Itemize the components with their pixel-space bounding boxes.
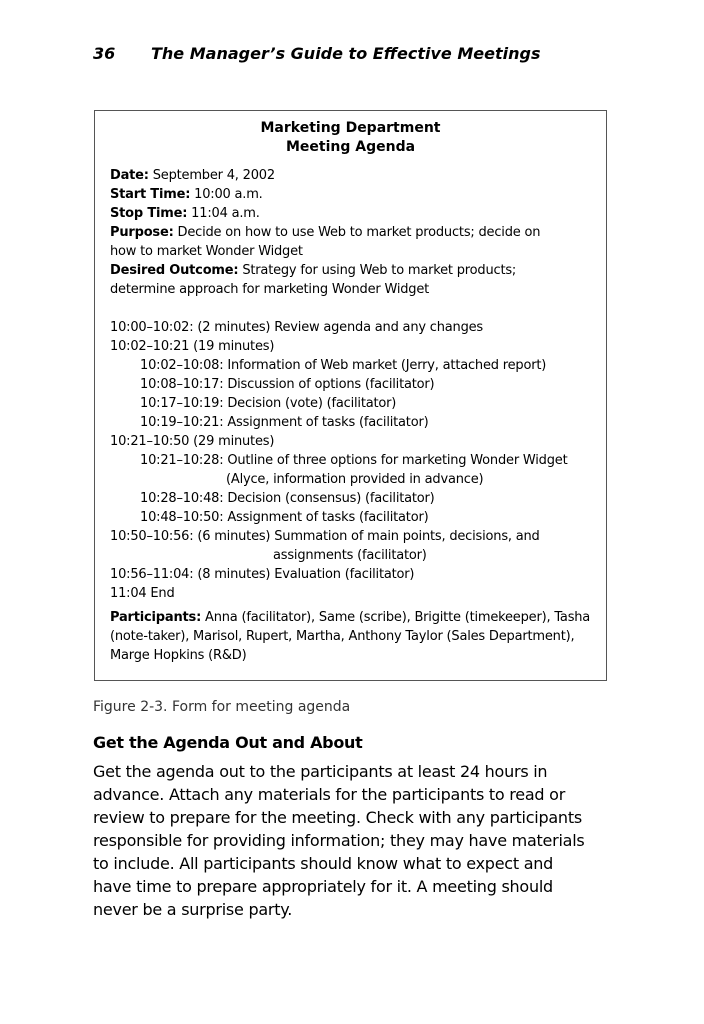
- book-title: The Manager’s Guide to Effective Meetings: [151, 44, 541, 63]
- section-heading: Get the Agenda Out and About: [93, 733, 363, 752]
- paragraph-line: Get the agenda out to the participants at least 24 hours in: [93, 762, 548, 781]
- agenda-subitem: 10:48–10:50: Assignment of tasks (facilitator): [140, 510, 429, 525]
- figure-caption: Figure 2-3. Form for meeting agenda: [93, 699, 351, 715]
- running-header: [93, 44, 540, 63]
- agenda-item: 10:02–10:21 (19 minutes): [110, 339, 275, 354]
- participants-line: [110, 608, 590, 627]
- date-label: Date:: [110, 168, 149, 183]
- participants-label: Participants:: [110, 610, 202, 625]
- agenda-subitem: 10:21–10:28: Outline of three options for marketing Wonder Widget: [140, 453, 568, 468]
- participants-value: Anna (facilitator), Same (scribe), Brigitte (timekeeper), Tasha: [205, 610, 591, 625]
- agenda-title-department: Marketing Department: [260, 120, 441, 136]
- paragraph-line: to include. All participants should know what to expect and: [93, 854, 554, 873]
- start-time-value: 10:00 a.m.: [194, 187, 263, 202]
- agenda-item-continued: assignments (facilitator): [273, 548, 427, 563]
- paragraph-line: never be a surprise party.: [93, 900, 293, 919]
- purpose-label: Purpose:: [110, 225, 174, 240]
- paragraph-line: advance. Attach any materials for the participants to read or: [93, 785, 566, 804]
- outcome-line: [110, 261, 516, 280]
- stop-time-label: Stop Time:: [110, 206, 188, 221]
- outcome-value: Strategy for using Web to market products;: [242, 263, 517, 278]
- agenda-subitem: 10:02–10:08: Information of Web market (Jerry, attached report): [140, 358, 547, 373]
- agenda-subitem: 10:08–10:17: Discussion of options (facilitator): [140, 377, 435, 392]
- participants-line-3: Marge Hopkins (R&D): [110, 648, 247, 663]
- purpose-line: [110, 223, 540, 242]
- agenda-item: 10:56–11:04: (8 minutes) Evaluation (facilitator): [110, 567, 415, 582]
- purpose-line-2: how to market Wonder Widget: [110, 244, 303, 259]
- body-paragraph: [93, 760, 613, 921]
- outcome-label: Desired Outcome:: [110, 263, 239, 278]
- agenda-subitem: 10:17–10:19: Decision (vote) (facilitator): [140, 396, 397, 411]
- date-line: [110, 166, 275, 185]
- stop-time-value: 11:04 a.m.: [191, 206, 260, 221]
- agenda-item: 10:21–10:50 (29 minutes): [110, 434, 275, 449]
- agenda-subitem: 10:28–10:48: Decision (consensus) (facilitator): [140, 491, 435, 506]
- agenda-form: [94, 110, 607, 681]
- paragraph-line: have time to prepare appropriately for it. A meeting should: [93, 877, 553, 896]
- page-number: 36: [93, 44, 116, 63]
- stop-time-line: [110, 204, 260, 223]
- paragraph-line: responsible for providing information; they may have materials: [93, 831, 585, 850]
- agenda-item: 10:50–10:56: (6 minutes) Summation of main points, decisions, and: [110, 529, 540, 544]
- agenda-title: Meeting Agenda: [285, 139, 416, 155]
- purpose-value: Decide on how to use Web to market products; decide on: [177, 225, 541, 240]
- paragraph-line: review to prepare for the meeting. Check with any participants: [93, 808, 582, 827]
- agenda-subitem: 10:19–10:21: Assignment of tasks (facilitator): [140, 415, 429, 430]
- agenda-item: 10:00–10:02: (2 minutes) Review agenda and any changes: [110, 320, 483, 335]
- participants-line-2: (note-taker), Marisol, Rupert, Martha, Anthony Taylor (Sales Department),: [110, 629, 575, 644]
- outcome-line-2: determine approach for marketing Wonder Widget: [110, 282, 430, 297]
- start-time-label: Start Time:: [110, 187, 191, 202]
- agenda-subitem-continued: (Alyce, information provided in advance): [226, 472, 484, 487]
- start-time-line: [110, 185, 263, 204]
- date-value: September 4, 2002: [152, 168, 275, 183]
- agenda-item: 11:04 End: [110, 586, 175, 601]
